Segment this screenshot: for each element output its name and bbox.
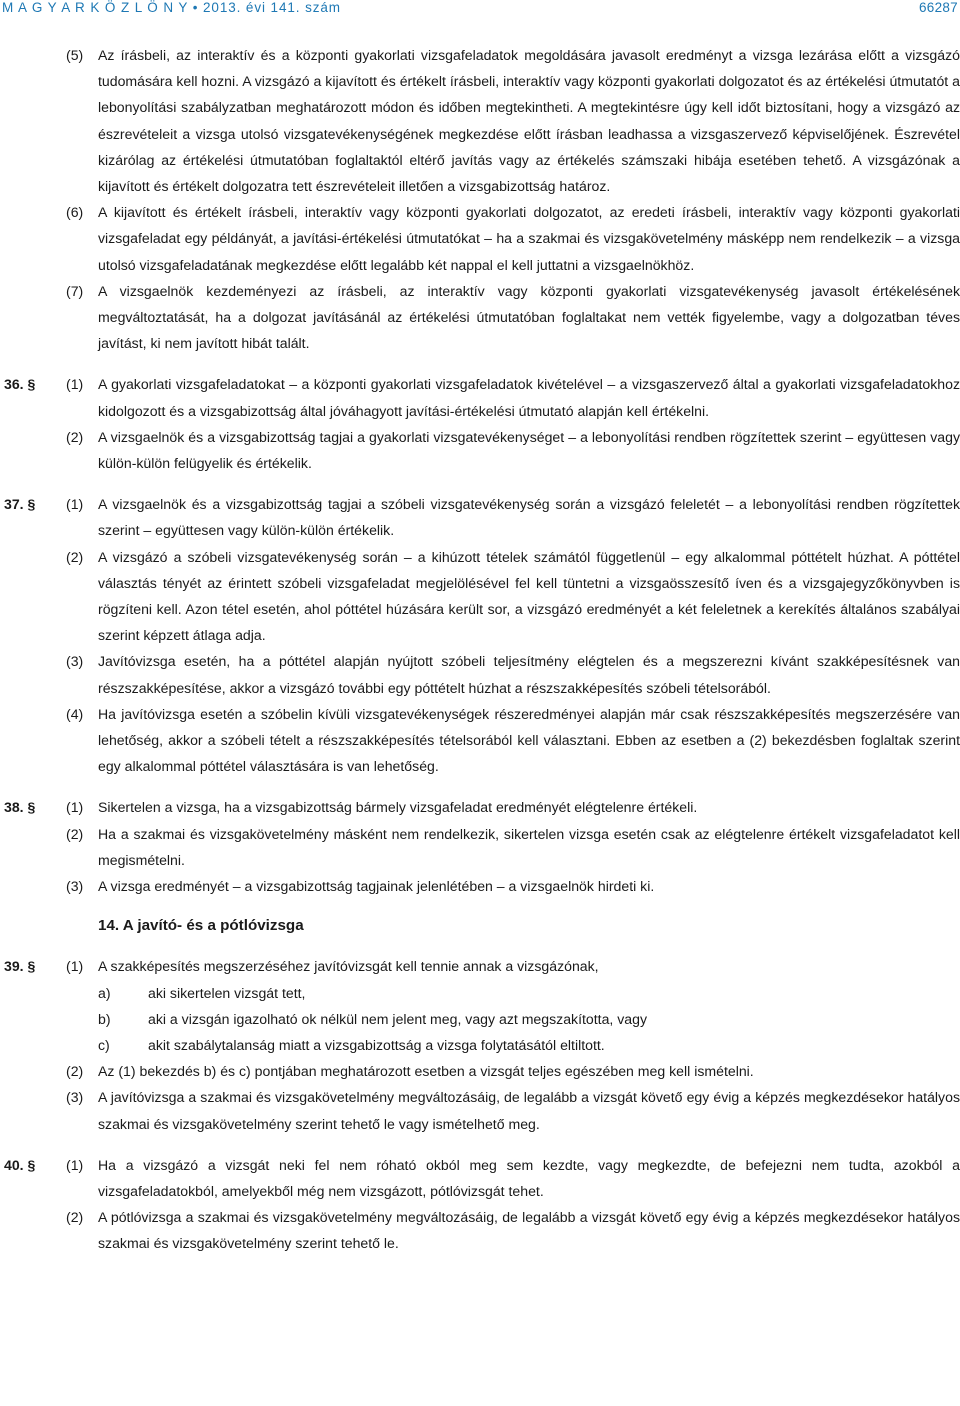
paragraph-number: (4) <box>66 705 84 722</box>
paragraph-text: Javítóvizsga esetén, ha a póttétel alapján nyújtott szóbeli teljesítmény elégtelen és a megszerezni kívánt szakképesítésnek van részszakképesítése, akkor a vizsgázó további egy póttételt húzhat a részszakképesítés szóbeli tételsorából. <box>98 653 960 696</box>
paragraph <box>0 1152 960 1204</box>
section-gap <box>0 476 960 491</box>
paragraph-text: Ha a vizsgázó a vizsgát neki fel nem róható okból meg sem kezdte, vagy megkezdte, de befejezni nem tudta, azokból a vizsgafeladatokból, amelyekből még nem vizsgázott, pótlóvizsgát tehet. <box>98 1156 960 1199</box>
paragraph-number: (3) <box>66 653 84 670</box>
page-header <box>0 0 960 24</box>
document-body <box>0 42 960 1257</box>
paragraph-number: (1) <box>66 958 84 975</box>
paragraph-number: (1) <box>66 496 84 513</box>
paragraph-text: A vizsgaelnök és a vizsgabizottság tagjai a gyakorlati vizsgatevékenységet – a lebonyolítási rendben rögzítettek szerint – együttesen vagy külön-külön felügyelik és értékelik. <box>98 428 960 472</box>
paragraph-number: (5) <box>66 47 84 63</box>
section-gap <box>0 779 960 794</box>
paragraph-number: (6) <box>66 204 84 221</box>
paragraph <box>0 701 960 780</box>
paragraph-number: (2) <box>66 825 84 842</box>
list-item <box>98 1032 960 1058</box>
paragraph-number: (1) <box>66 799 84 816</box>
list-item-letter: b) <box>98 1010 111 1027</box>
paragraph-number: (3) <box>66 1089 84 1106</box>
paragraph <box>0 648 960 700</box>
paragraph-text: A kijavított és értékelt írásbeli, interaktív vagy központi gyakorlati dolgozatot, az eredeti írásbeli, interaktív vagy központi gyakorlati vizsgafeladat egy példányát, a javítási-értékelési útmutatókat – ha a szakmai és vizsgakövetelmény másképp nem rendelkezik – a vizsga utolsó vizsgafeladatának megkezdése előtt legalább két nappal el kell juttatni a vizsgaelnökhöz. <box>98 204 960 273</box>
paragraph <box>0 953 960 979</box>
section-number: 36. § <box>4 376 36 393</box>
paragraph <box>0 544 960 649</box>
paragraph-text: Az (1) bekezdés b) és c) pontjában meghatározott esetben a vizsgát teljes egészében meg kell ismételni. <box>98 1063 754 1080</box>
page-number: 66287 <box>918 0 958 15</box>
paragraph-number: (1) <box>66 1156 84 1173</box>
paragraph-text: A vizsgázó a szóbeli vizsgatevékenység során – a kihúzott tételek számától függetlenül – egy alkalommal póttételt húzhat. A póttétel választás tényét az érintett szóbeli vizsgafeladat megjelölésével fel kell tüntetni a vizsgaösszesítő íven és a vizsgajegyzőkönyvben is rögzíteni kell. Azon tétel esetén, ahol póttétel húzására került sor, a vizsgázó eredményét a két feleletnek a kerekítés általános szabályai szerint képzett átlaga adja. <box>98 548 960 644</box>
paragraph-number: (2) <box>66 428 84 445</box>
paragraph <box>0 42 960 199</box>
section-number: 39. § <box>4 958 36 975</box>
paragraph <box>0 424 960 476</box>
list-item-text: aki sikertelen vizsgát tett, <box>148 984 306 1001</box>
paragraph <box>0 1204 960 1256</box>
paragraph-text: A gyakorlati vizsgafeladatokat – a központi gyakorlati vizsgafeladatok kivételével – a vizsgaszervező által a gyakorlati vizsgafeladatokhoz kidolgozott és a vizsgabizottság által jóváhagyott javítási-értékelési útmutató alapján kell értékelni. <box>98 376 960 419</box>
section-gap <box>0 356 960 371</box>
paragraph <box>0 1084 960 1136</box>
list-item-text: akit szabálytalanság miatt a vizsgabizottság a vizsga folytatásától eltiltott. <box>148 1036 605 1053</box>
paragraph-text: Ha a szakmai és vizsgakövetelmény másként nem rendelkezik, sikertelen vizsga esetén csak az elégtelenre értékelt vizsgafeladatot kell megismételni. <box>98 825 960 868</box>
section-number: 38. § <box>4 799 36 816</box>
paragraph <box>0 491 960 543</box>
list-item-letter: a) <box>98 984 111 1001</box>
paragraph-number: (1) <box>66 376 84 393</box>
paragraph <box>0 199 960 278</box>
section-number: 40. § <box>4 1156 36 1173</box>
list-item <box>98 980 960 1006</box>
paragraph <box>0 821 960 873</box>
paragraph-text: A vizsgaelnök és a vizsgabizottság tagjai a szóbeli vizsgatevékenység során a vizsgázó feleletét – a lebonyolítási rendben rögzítettek szerint – együttesen vagy külön-külön értékelik. <box>98 496 960 539</box>
paragraph-text: A vizsga eredményét – a vizsgabizottság tagjainak jelenlétében – a vizsgaelnök hirdeti ki. <box>98 878 655 895</box>
paragraph-number: (2) <box>66 548 84 565</box>
paragraph-number: (2) <box>66 1209 84 1226</box>
paragraph-number: (2) <box>66 1063 84 1080</box>
paragraph-text: A javítóvizsga a szakmai és vizsgakövetelmény megváltozásáig, de legalább a vizsgát követő egy évig a képzés megkezdésekor hatályos szakmai és vizsgakövetelmény szerint tehető le vagy ismételhető meg. <box>98 1089 960 1132</box>
paragraph-text: A vizsgaelnök kezdeményezi az írásbeli, az interaktív vagy központi gyakorlati vizsgatevékenység javasolt értékelésének megváltoztatását, ha a dolgozat javításánál az értékelési útmutatóban foglaltakat nem vették figyelembe, vagy a dolgozatban téves javítást, ki nem javított hibát talált. <box>98 282 960 352</box>
journal-title: M A G Y A R K Ö Z L Ö N Y • 2013. évi 141. szám <box>2 0 341 15</box>
paragraph-text: A szakképesítés megszerzéséhez javítóvizsgát kell tennie annak a vizsgázónak, <box>98 958 599 975</box>
chapter-heading: 14. A javító- és a pótlóvizsga <box>98 917 304 935</box>
paragraph-number: (7) <box>66 282 84 299</box>
paragraph-number: (3) <box>66 878 84 895</box>
paragraph <box>0 278 960 357</box>
paragraph <box>0 1058 960 1084</box>
paragraph <box>0 794 960 820</box>
paragraph-text: Az írásbeli, az interaktív és a központi gyakorlati vizsgafeladatok megoldására javasolt eredményt a vizsga lezárása előtt a vizsgázó tudomására kell hozni. A vizsgázó a kijavított és értékelt írásbeli, interaktív vagy központi gyakorlati dolgozatot és az értékelési útmutatót a lebonyolítási szabályzatban meghatározott módon és időben megtekintheti. A megtekintésre úgy kell időt biztosítani, hogy a vizsgázó az észrevételeit a vizsga utolsó vizsgatevékenységének megkezdése előtt írásban leadhassa a vizsgaszervező képviselőjének. Észrevétel kizárólag az értékelési útmutatóban foglaltaktól eltérő javítás vagy az értékelés számszaki hibája esetében tehető. A vizsgázónak a kijavított és értékelt dolgozatra tett észrevételeit illetően a vizsgabizottság határoz. <box>98 47 960 195</box>
paragraph <box>0 371 960 423</box>
paragraph <box>0 873 960 899</box>
paragraph-text: Sikertelen a vizsga, ha a vizsgabizottság bármely vizsgafeladat eredményét elégtelenre értékeli. <box>98 799 698 816</box>
paragraph-text: A pótlóvizsga a szakmai és vizsgakövetelmény megváltozásáig, de legalább a vizsgát követő egy évig a képzés megkezdésekor hatályos szakmai és vizsgakövetelmény szerint tehető le. <box>98 1209 960 1252</box>
section-number: 37. § <box>4 496 36 513</box>
section-gap <box>0 1137 960 1152</box>
paragraph-text: Ha javítóvizsga esetén a szóbelin kívüli vizsgatevékenységek részeredményei alapján már csak részszakképesítés megszerzésére van lehetőség, akkor a szóbeli tételt a részszakképesítés tételsorából kell választani. Ebben az esetben a (2) bekezdésben foglaltak szerint egy alkalommal póttétel választására is van lehetőség. <box>98 705 960 775</box>
list-item-text: aki a vizsgán igazolható ok nélkül nem jelent meg, vagy azt megszakította, vagy <box>148 1010 648 1027</box>
list-item <box>98 1006 960 1032</box>
list-item-letter: c) <box>98 1036 110 1053</box>
